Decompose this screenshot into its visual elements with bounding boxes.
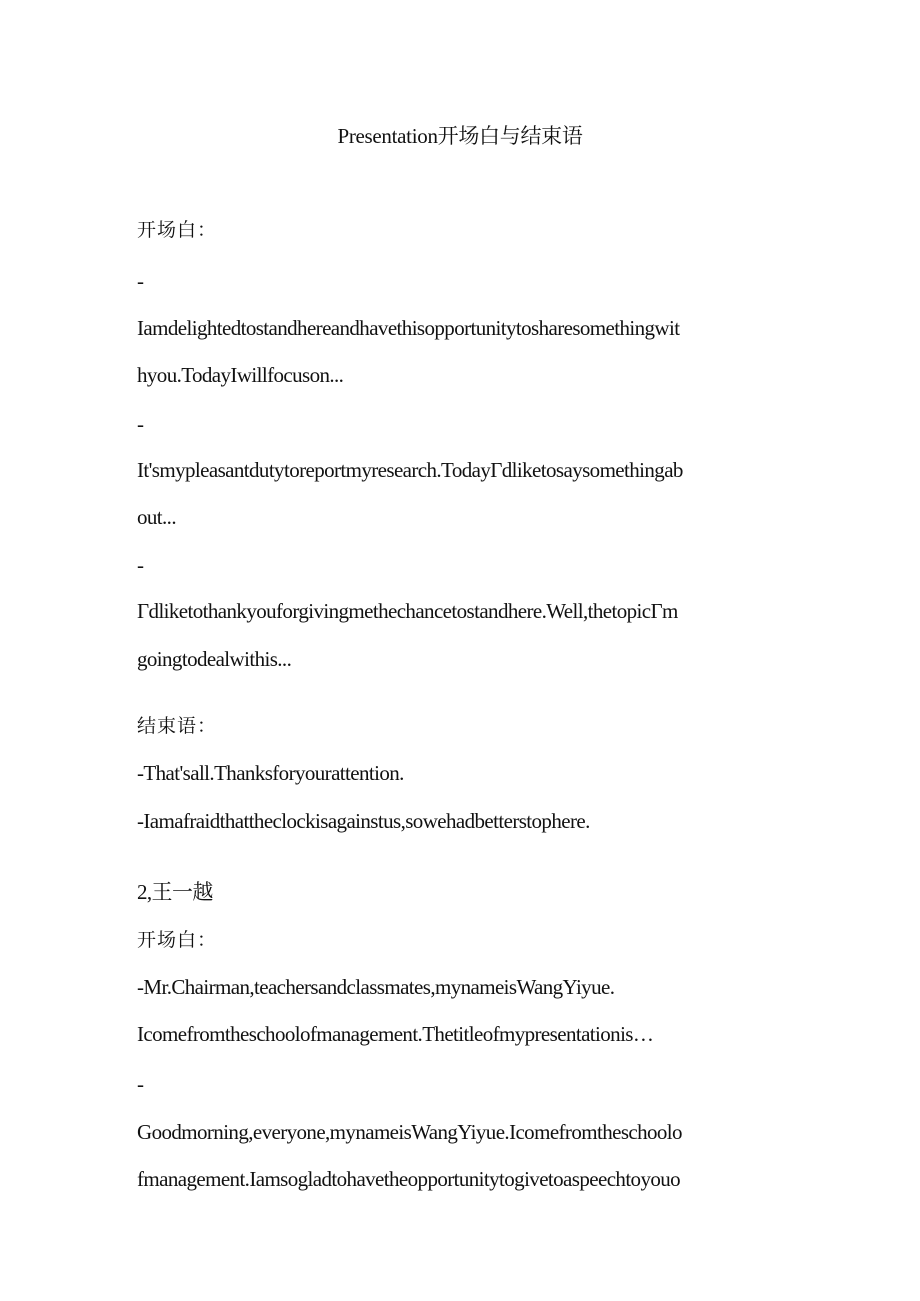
- opening-line: out...: [137, 505, 176, 529]
- opening-line: Icomefromtheschoolofmanagement.Thetitleofmypresentationis…: [137, 1022, 654, 1046]
- opening-line: -Mr.Chairman,teachersandclassmates,mynameisWangYiyue.: [137, 975, 615, 999]
- opening-line: Iamdelightedtostandhereandhavethisopportunitytosharesomethingwit: [137, 316, 680, 340]
- opening-line: Γdliketothankyouforgivingmethechancetostandhere.Well,thetopicΓm: [137, 599, 678, 623]
- closing-line: -That'sall.Thanksforyourattention.: [137, 761, 404, 785]
- closing-line: -Iamafraidthattheclockisagainstus,sowehadbetterstophere.: [137, 809, 590, 833]
- opening-line: goingtodealwithis...: [137, 647, 292, 671]
- opening-line: hyou.TodayIwillfocuson...: [137, 363, 344, 387]
- bullet-dash: -: [137, 553, 144, 577]
- speaker-heading: 2,王一越: [137, 880, 213, 904]
- section-label-opening: 开场白：: [137, 220, 218, 241]
- bullet-dash: -: [137, 412, 144, 436]
- section-label-closing: 结束语：: [137, 716, 218, 737]
- bullet-dash: -: [137, 1072, 144, 1096]
- section-label-opening: 开场白：: [137, 930, 218, 951]
- opening-line: Goodmorning,everyone,mynameisWangYiyue.Icomefromtheschoolo: [137, 1120, 682, 1144]
- opening-line: It'smypleasantdutytoreportmyresearch.TodayΓdliketosaysomethingab: [137, 458, 683, 482]
- bullet-dash: -: [137, 269, 144, 293]
- document-title: Presentation开场白与结束语: [337, 124, 583, 148]
- opening-line: fmanagement.Iamsogladtohavetheopportunitytogivetoaspeechtoyouo: [137, 1167, 681, 1191]
